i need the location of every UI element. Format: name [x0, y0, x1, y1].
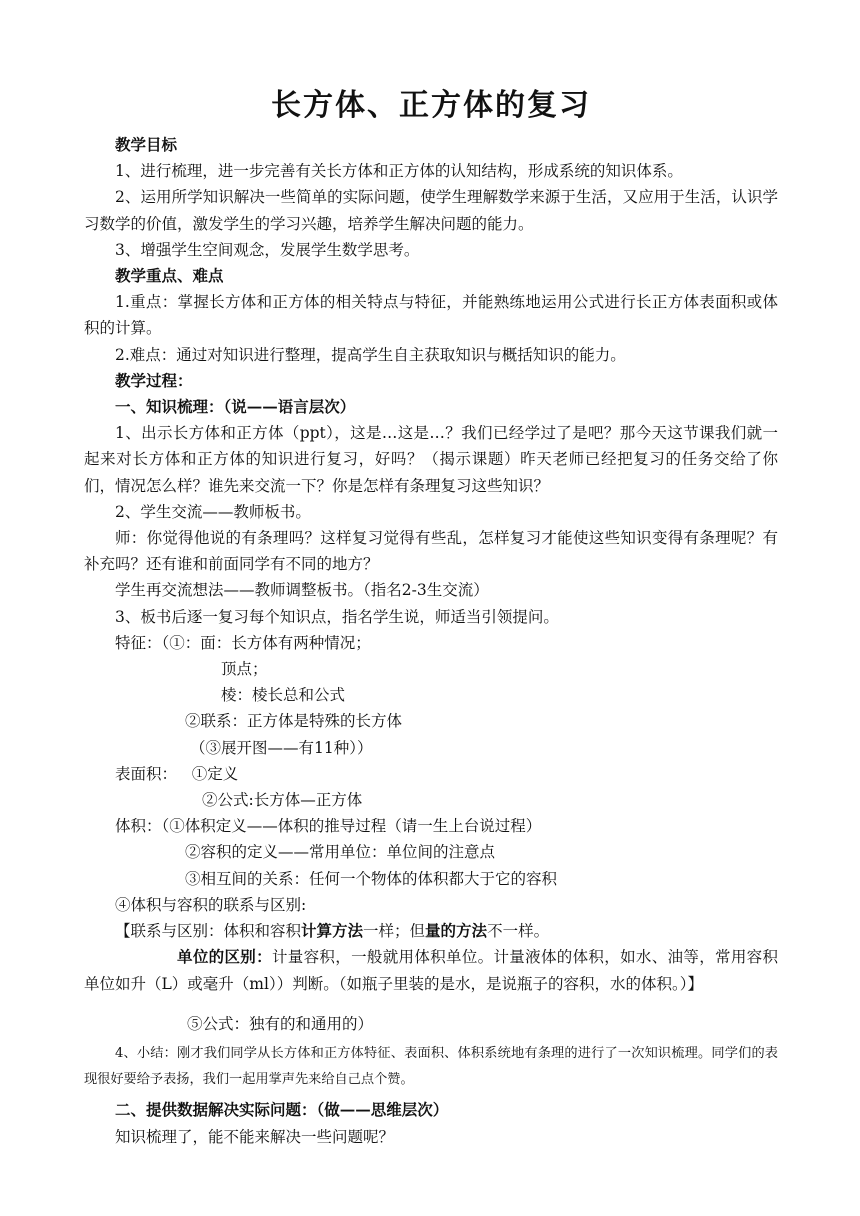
- feature-line-2: 顶点；: [221, 660, 268, 679]
- paragraph-summary: 4、小结：刚才我们同学从长方体和正方体特征、表面积、体积系统地有条理的进行了一次知识梳理。同学们的表现很好要给予表扬，我们一起用掌声先来给自己点个赞。: [84, 1045, 778, 1088]
- paragraph-5: 3、板书后逐一复习每个知识点，指名学生说，师适当引领提问。: [115, 607, 559, 626]
- part2-heading: 二、提供数据解决实际问题：（做——思维层次）: [115, 1100, 449, 1120]
- key-point-1: 1.重点：掌握长方体和正方体的相关特点与特征，并能熟练地运用公式进行长正方体表面积或体积的计算。: [84, 293, 778, 338]
- surface-line-2: ②公式:长方体—正方体: [202, 791, 363, 810]
- part1-heading: 一、知识梳理：（说——语言层次）: [115, 397, 356, 417]
- feature-line-5: （③展开图——有11种））: [190, 738, 373, 757]
- feature-line-1: 特征：（①：面：长方体有两种情况；: [115, 633, 371, 652]
- relation-part-b: 计算方法: [301, 921, 364, 941]
- relation-part-a: 【联系与区别：体积和容积: [115, 922, 302, 941]
- relation-part-c: 一样；但: [363, 922, 426, 941]
- unit-difference-text: 计量容积，一般就用体积单位。计量液体的体积，如水、油等，常用容积单位如升（L）或毫升（ml））判断。（如瓶子里装的是水，是说瓶子的容积，水的体积。）】: [84, 948, 778, 993]
- relation-part-e: 不一样。: [487, 922, 550, 941]
- goals-heading: 教学目标: [115, 135, 178, 154]
- volume-line-3: ③相互间的关系：任何一个物体的体积都大于它的容积: [185, 869, 558, 888]
- formula-line: ⑤公式：独有的和通用的）: [187, 1014, 374, 1033]
- goal-3: 3、增强学生空间观念，发展学生数学思考。: [115, 240, 420, 259]
- key-heading: 教学重点、难点: [115, 266, 224, 286]
- page-title: 长方体、正方体的复习: [271, 88, 591, 123]
- volume-line-1: 体积：（①体积定义——体积的推导过程（请一生上台说过程）: [115, 817, 542, 836]
- key-point-2: 2.难点：通过对知识进行整理，提高学生自主获取知识与概括知识的能力。: [115, 345, 626, 364]
- goal-2: 2、运用所学知识解决一些简单的实际问题，使学生理解数学来源于生活，又应用于生活，认识学习数学的价值，激发学生的学习兴趣，培养学生解决问题的能力。: [84, 188, 778, 233]
- feature-line-3: 棱：棱长总和公式: [221, 686, 346, 705]
- volume-line-4: ④体积与容积的联系与区别:: [115, 895, 307, 914]
- volume-line-2: ②容积的定义——常用单位：单位间的注意点: [185, 843, 496, 862]
- document-page: [84, 80, 778, 1150]
- paragraph-1: 1、出示长方体和正方体（ppt），这是…这是…？我们已经学过了是吧？那今天这节课我们就一起来对长方体和正方体的知识进行复习，好吗？（揭示课题）昨天老师已经把复习的任务交给了你们，情况怎么样？谁先来交流一下？你是怎样有条理复习这些知识？: [84, 424, 778, 495]
- paragraph-2: 2、学生交流——教师板书。: [115, 502, 311, 521]
- unit-difference-label: 单位的区别：: [177, 947, 272, 967]
- unit-difference: [84, 944, 778, 996]
- surface-line-1: 表面积： ①定义: [115, 764, 239, 783]
- process-heading: 教学过程：: [115, 370, 193, 390]
- relation-part-d: 量的方法: [425, 921, 488, 941]
- feature-line-4: ②联系：正方体是特殊的长方体: [185, 712, 403, 731]
- goal-1: 1、进行梳理，进一步完善有关长方体和正方体的认知结构，形成系统的知识体系。: [115, 162, 683, 181]
- paragraph-7: 知识梳理了，能不能来解决一些问题呢？: [115, 1127, 395, 1146]
- paragraph-3: 师：你觉得他说的有条理吗？这样复习觉得有些乱，怎样复习才能使这些知识变得有条理呢？有补充吗？还有谁和前面同学有不同的地方？: [84, 529, 778, 574]
- paragraph-4: 学生再交流想法——教师调整板书。（指名2-3生交流）: [115, 581, 489, 600]
- relation-line: [84, 918, 778, 944]
